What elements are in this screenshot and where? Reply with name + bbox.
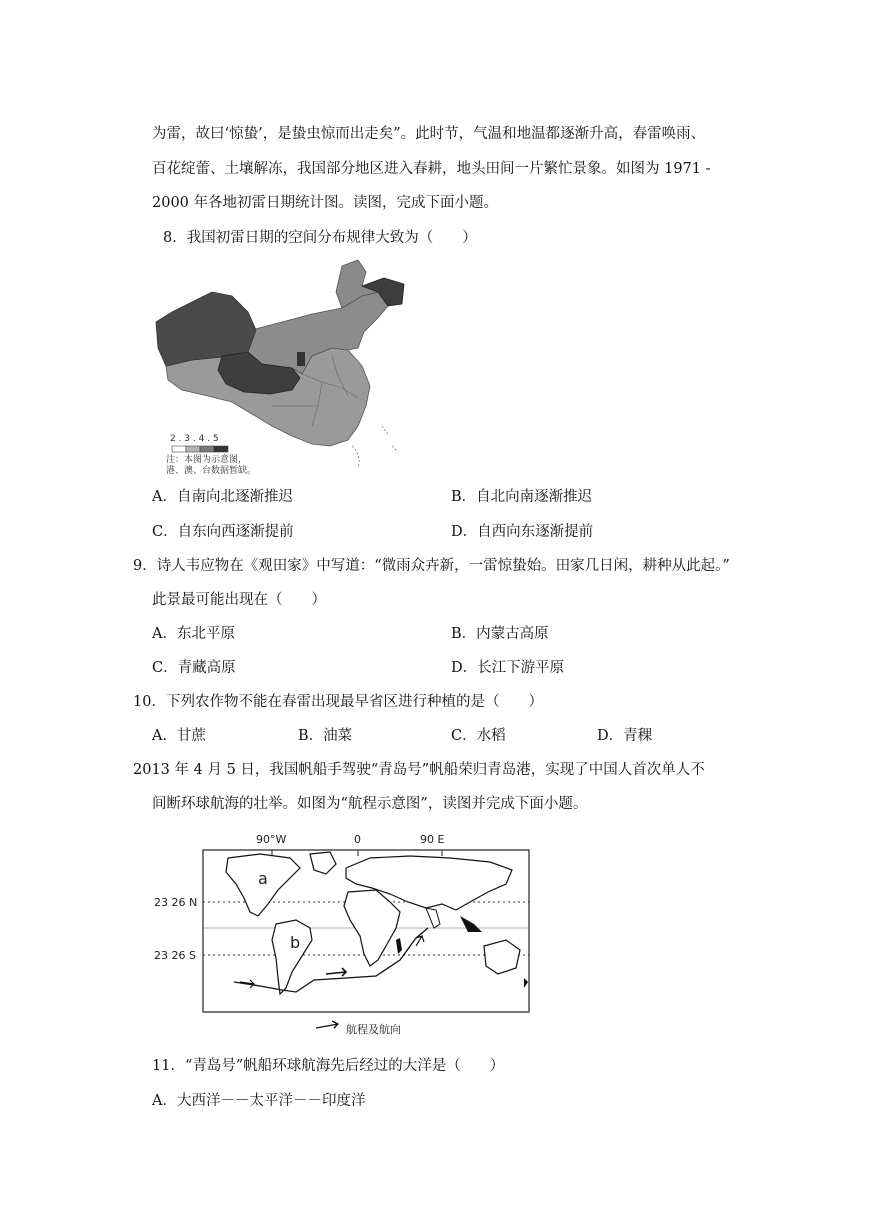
map2-lon-label-0: 0	[354, 833, 361, 846]
question-8-stem: 8．我国初雷日期的空间分布规律大致为（ ）	[163, 230, 477, 246]
passage1-line-3: 2000 年各地初雷日期统计图。读图，完成下面小题。	[152, 195, 499, 211]
map2-region-a-label: a	[258, 869, 268, 888]
question-10-option-d[interactable]: D．青稞	[597, 728, 653, 744]
question-9-stem-line-1: 9．诗人韦应物在《观田家》中写道：“微雨众卉新，一雷惊蛰始。田家几日闲，耕种从此起。”	[133, 558, 730, 574]
question-9-option-d[interactable]: D．长江下游平原	[451, 660, 565, 676]
map2-legend-label: 航程及航向	[346, 1023, 401, 1036]
map1-note-line-2: 港、澳、台数据暂缺。	[166, 466, 257, 476]
map1-note-line-1: 注：本图为示意图，	[166, 455, 248, 465]
passage2-line-2: 间断环球航海的壮举。如图为“航程示意图”，读图并完成下面小题。	[152, 796, 588, 812]
question-8-option-c[interactable]: C．自东向西逐渐提前	[152, 524, 294, 540]
question-11-option-a[interactable]: A．大西洋－－太平洋－－印度洋	[152, 1093, 366, 1109]
question-11-stem: 11．“青岛号”帆船环球航海先后经过的大洋是（ ）	[152, 1058, 505, 1074]
question-9-option-b[interactable]: B．内蒙古高原	[451, 626, 549, 642]
question-10-option-b[interactable]: B．油菜	[298, 728, 353, 744]
map1-legend-ticks: 2 . 3 . 4 . 5	[170, 434, 219, 444]
map2-lon-label-90w: 90°W	[256, 833, 287, 846]
map2-lat-label-north: 23 26 N	[154, 896, 198, 909]
question-10-option-c[interactable]: C．水稻	[451, 728, 506, 744]
question-9-stem-line-2: 此景最可能出现在（ ）	[152, 592, 326, 608]
passage1-line-1: 为雷，故曰‘惊蛰’，是蛰虫惊而出走矣”。此时节，气温和地温都逐渐升高，春雷唤雨、	[152, 126, 706, 142]
question-10-option-a[interactable]: A．甘蔗	[152, 728, 206, 744]
map2-region-b-label: b	[290, 933, 301, 952]
question-8-option-b[interactable]: B．自北向南逐渐推迟	[451, 489, 593, 505]
map2-lon-label-90e: 90 E	[420, 833, 445, 846]
china-first-thunder-map	[152, 256, 414, 478]
passage2-line-1: 2013 年 4 月 5 日，我国帆船手驾驶“青岛号”帆船荣归青岛港，实现了中国人首次单人不	[133, 762, 705, 778]
question-10-stem: 10．下列农作物不能在春雷出现最早省区进行种植的是（ ）	[133, 694, 543, 710]
map2-lat-label-south: 23 26 S	[154, 949, 196, 962]
voyage-route-map	[150, 828, 540, 1042]
question-8-option-d[interactable]: D．自西向东逐渐提前	[451, 524, 594, 540]
question-9-option-c[interactable]: C．青藏高原	[152, 660, 236, 676]
passage1-line-2: 百花绽蕾、土壤解冻，我国部分地区进入春耕，地头田间一片繁忙景象。如图为 1971 -	[152, 161, 711, 177]
question-9-option-a[interactable]: A．东北平原	[152, 626, 235, 642]
question-8-option-a[interactable]: A．自南向北逐渐推迟	[152, 489, 293, 505]
